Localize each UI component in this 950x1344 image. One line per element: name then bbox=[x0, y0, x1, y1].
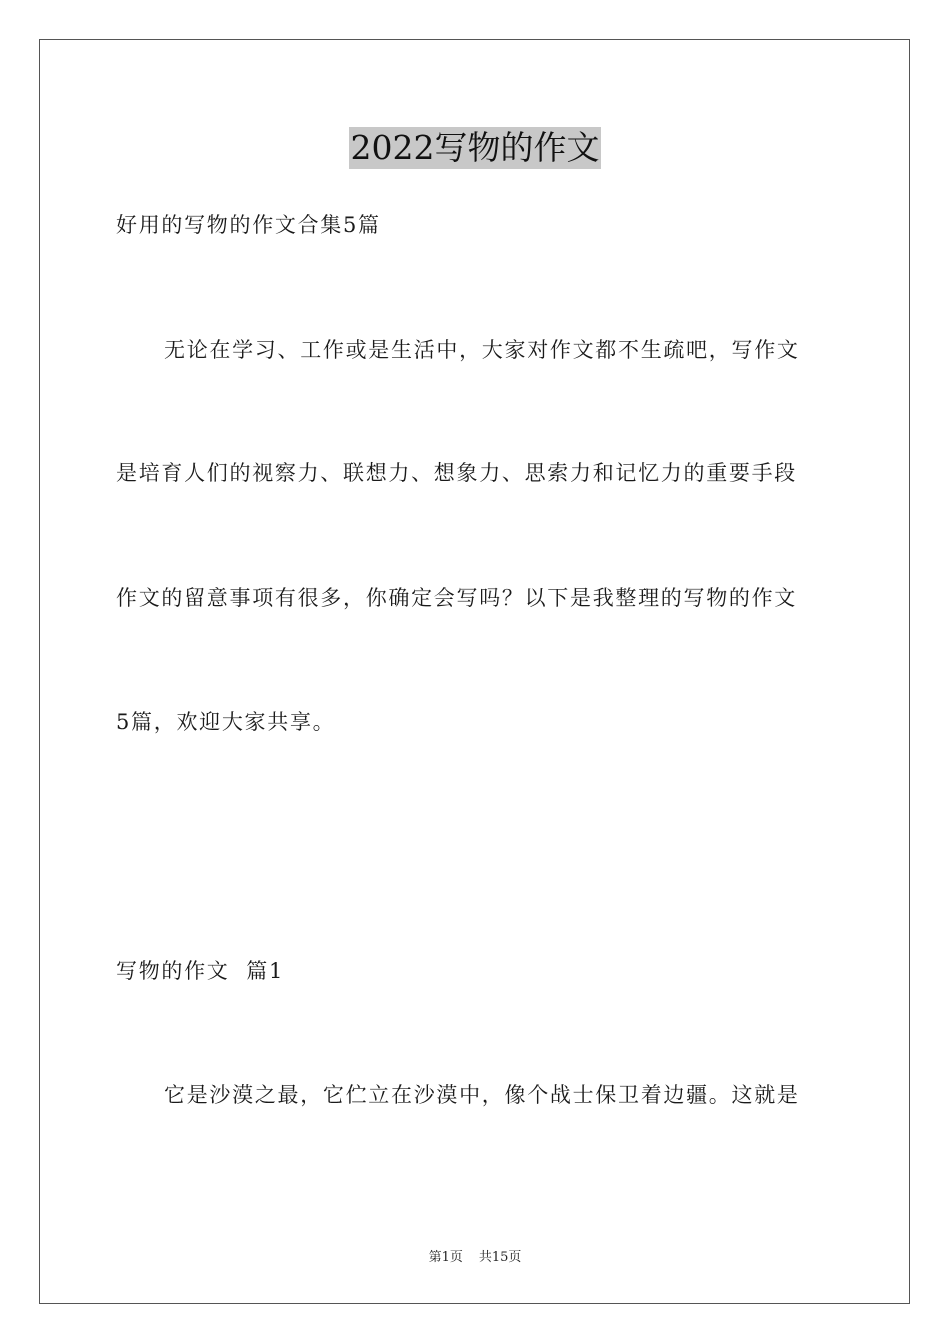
document-subtitle: 好用的写物的作文合集5篇 bbox=[116, 213, 381, 237]
section-heading: 写物的作文 篇1 bbox=[116, 959, 285, 983]
section-line-1: 它是沙漠之最，它伫立在沙漠中，像个战士保卫着边疆。这就是 bbox=[164, 1083, 800, 1107]
intro-line-4: 5篇，欢迎大家共享。 bbox=[116, 710, 336, 734]
page-footer bbox=[0, 1249, 950, 1267]
page-current: 第1页 bbox=[428, 1250, 463, 1265]
page-total: 共15页 bbox=[478, 1250, 522, 1265]
intro-line-2: 是培育人们的视察力、联想力、想象力、思索力和记忆力的重要手段 bbox=[116, 461, 797, 485]
document-title: 2022写物的作文 bbox=[350, 128, 600, 167]
intro-line-1: 无论在学习、工作或是生活中，大家对作文都不生疏吧，写作文 bbox=[164, 338, 800, 362]
title-container bbox=[0, 127, 950, 169]
intro-line-3: 作文的留意事项有很多，你确定会写吗？以下是我整理的写物的作文 bbox=[116, 586, 797, 610]
